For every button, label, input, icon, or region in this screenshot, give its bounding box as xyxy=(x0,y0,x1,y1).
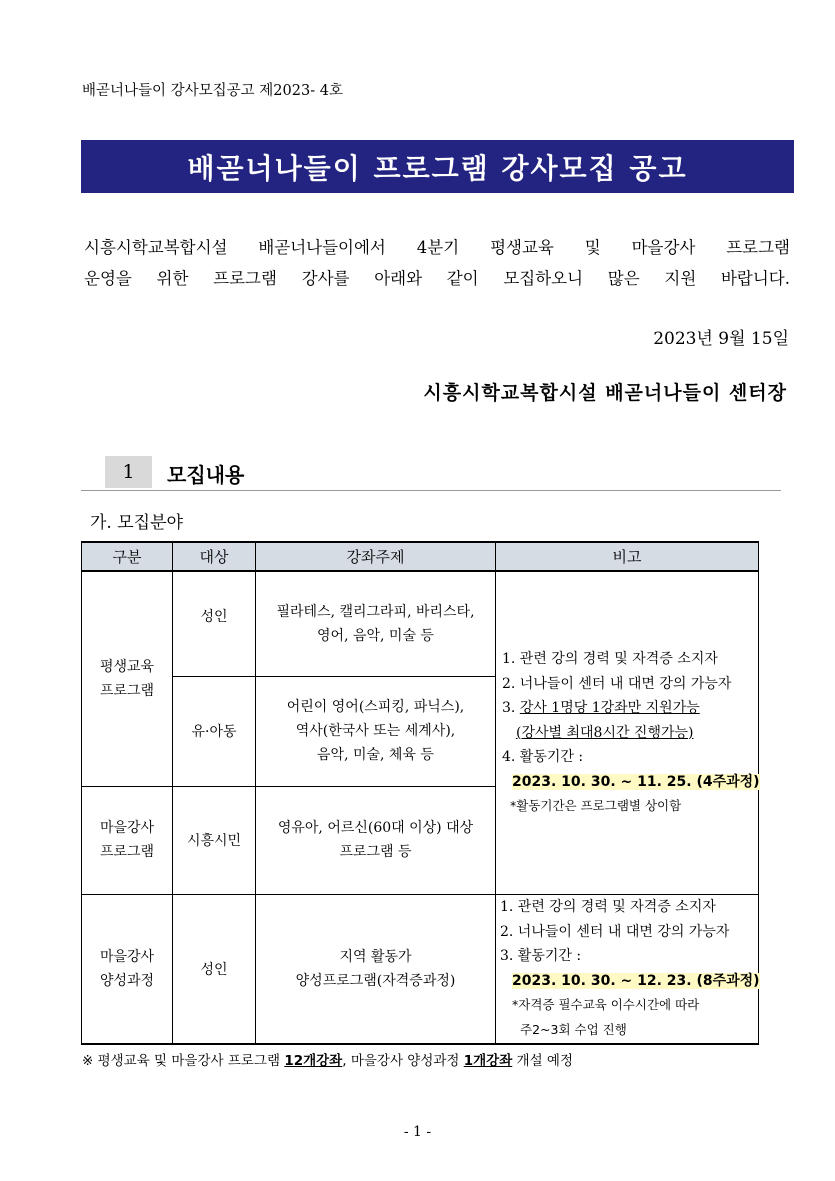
topic-cell xyxy=(256,676,496,786)
section-title: 모집내용 xyxy=(167,463,245,487)
category-text: 양성과정 xyxy=(99,972,155,989)
subheading: 가. 모집분야 xyxy=(90,513,183,533)
topic-text: 영어, 음악, 미술 등 xyxy=(317,627,434,644)
note-item: 3. 활동기간 : xyxy=(500,948,582,965)
footnote-bold: 1개강좌 xyxy=(463,1053,513,1069)
note-item: 2. 너나들이 센터 내 대면 강의 가능자 xyxy=(500,923,730,940)
topic-text: 프로그램 등 xyxy=(339,844,412,860)
document-title: 배곧너나들이 프로그램 강사모집 공고 xyxy=(81,140,794,193)
category-cell xyxy=(82,571,173,786)
category-text: 마을강사 xyxy=(99,820,155,836)
topic-cell xyxy=(256,894,496,1044)
topic-text: 어린이 영어(스피킹, 파닉스), xyxy=(286,699,465,715)
signer: 시흥시학교복합시설 배곧너나들이 센터장 xyxy=(423,382,787,404)
note-period: 2023. 10. 30. ~ 11. 25. (4주과정) xyxy=(512,773,760,790)
topic-cell xyxy=(256,571,496,676)
notice-number: 배곧너나들이 강사모집공고 제2023- 4호 xyxy=(82,83,343,99)
note-remark: 주2~3회 수업 진행 xyxy=(520,1021,627,1037)
header-note: 비고 xyxy=(496,542,759,571)
note-cell xyxy=(496,894,759,1044)
note-period: 2023. 10. 30. ~ 12. 23. (8주과정) xyxy=(512,972,760,989)
target-cell: 시흥시민 xyxy=(173,786,256,894)
note-underlined: 강사 1명당 1강좌만 지원가능 xyxy=(519,700,700,716)
issue-date: 2023년 9월 15일 xyxy=(653,329,789,349)
intro-line: 시흥시학교복합시설 배곧너나들이에서 4분기 평생교육 및 마을강사 프로그램 xyxy=(84,238,790,257)
note-item: 1. 관련 강의 경력 및 자격증 소지자 xyxy=(500,899,716,916)
note-item: 3. 강사 1명당 1강좌만 지원가능 xyxy=(502,700,700,716)
footnote-bold: 12개강좌 xyxy=(284,1053,343,1069)
note-item: (강사별 최대8시간 진행가능) xyxy=(516,724,694,741)
section-number: 1 xyxy=(122,461,135,483)
target-cell: 유·아동 xyxy=(173,676,256,786)
category-text: 마을강사 xyxy=(99,948,155,965)
topic-text: 영유아, 어르신(60대 이상) 대상 xyxy=(277,820,474,836)
target-cell: 성인 xyxy=(173,894,256,1044)
intro-paragraph xyxy=(84,232,790,294)
header-category: 구분 xyxy=(82,542,173,571)
note-remark: *활동기간은 프로그램별 상이함 xyxy=(510,798,682,813)
topic-text: 지역 활동가 xyxy=(339,948,412,965)
recruitment-table xyxy=(81,541,759,1045)
note-cell xyxy=(496,571,759,894)
table-row xyxy=(82,894,759,1044)
table-row xyxy=(82,571,759,676)
topic-text: 필라테스, 캘리그라피, 바리스타, xyxy=(276,603,475,620)
note-item: 2. 너나들이 센터 내 대면 강의 가능자 xyxy=(502,675,732,692)
category-cell xyxy=(82,786,173,894)
target-cell: 성인 xyxy=(173,571,256,676)
footnote: ※ 평생교육 및 마을강사 프로그램 12개강좌, 마을강사 양성과정 1개강좌 개설 예정 xyxy=(82,1053,574,1069)
topic-text: 음악, 미술, 체육 등 xyxy=(317,747,434,763)
note-item: 4. 활동기간 : xyxy=(502,749,584,765)
category-cell xyxy=(82,894,173,1044)
section-number-box xyxy=(105,456,152,488)
intro-line: 운영을 위한 프로그램 강사를 아래와 같이 모집하오니 많은 지원 바랍니다. xyxy=(84,269,790,288)
note-remark: *자격증 필수교육 이수시간에 따라 xyxy=(512,997,700,1013)
header-target: 대상 xyxy=(173,542,256,571)
topic-text: 역사(한국사 또는 세계사), xyxy=(295,723,456,739)
topic-cell xyxy=(256,786,496,894)
header-topic: 강좌주제 xyxy=(256,542,496,571)
category-text: 프로그램 xyxy=(99,682,155,699)
category-text: 프로그램 xyxy=(99,844,155,860)
table-header-row xyxy=(82,542,759,571)
category-text: 평생교육 xyxy=(99,658,155,675)
section-header xyxy=(81,456,781,491)
note-item: 1. 관련 강의 경력 및 자격증 소지자 xyxy=(502,651,718,667)
topic-text: 양성프로그램(자격증과정) xyxy=(295,972,456,989)
page-number: - 1 - xyxy=(403,1124,432,1140)
